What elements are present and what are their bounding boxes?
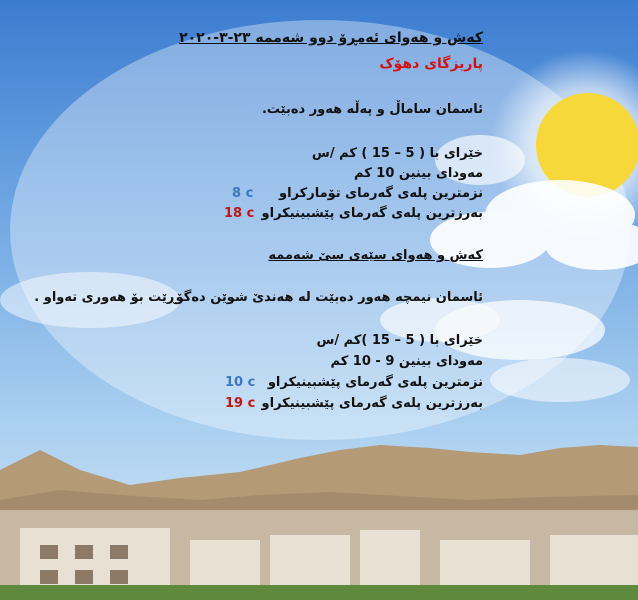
- tomorrow-visibility: مەودای بینین 9 - 10 کم: [330, 354, 483, 369]
- tomorrow-sky-condition: ئاسمان نیمچە هەور دەبێت لە هەندێ شوێن دەگۆڕێت بۆ هەوری تەواو .: [34, 290, 483, 305]
- tomorrow-high-label: بەرزترین پلەی گەرمای پێشبینیکراو: [261, 396, 483, 411]
- region-name: پاریزگای دهۆک: [379, 56, 483, 72]
- tomorrow-wind-speed: خێرای با ( 5 – 15 )کم /س: [316, 333, 483, 348]
- today-sky-condition: ئاسمان ساماڵ و پەڵە هەور دەبێت.: [261, 102, 483, 117]
- tomorrow-heading: کەش و هەوای سێەی سێ شەممە: [268, 248, 483, 263]
- today-high-label: بەرزترین پلەی گەرمای پێشبینیکراو: [261, 206, 483, 221]
- forecast-date-title: کەش و هەوای ئەمڕۆ دوو شەممە ٢٣-٣-٢٠٢٠: [179, 30, 483, 46]
- today-low-value: 8 c: [232, 186, 254, 201]
- today-visibility: مەودای بینین 10 کم: [354, 166, 483, 181]
- today-high-value: 18 c: [224, 206, 255, 221]
- tomorrow-high-value: 19 c: [225, 396, 256, 411]
- today-low-label: نزمترین پلەی گەرمای تۆمارکراو: [279, 186, 483, 201]
- tomorrow-low-value: 10 c: [225, 375, 256, 390]
- tomorrow-low-label: نزمترین پلەی گەرمای پێشبینیکراو: [267, 375, 483, 390]
- today-wind-speed: خێرای با ( 5 – 15 ) کم /س: [311, 146, 483, 161]
